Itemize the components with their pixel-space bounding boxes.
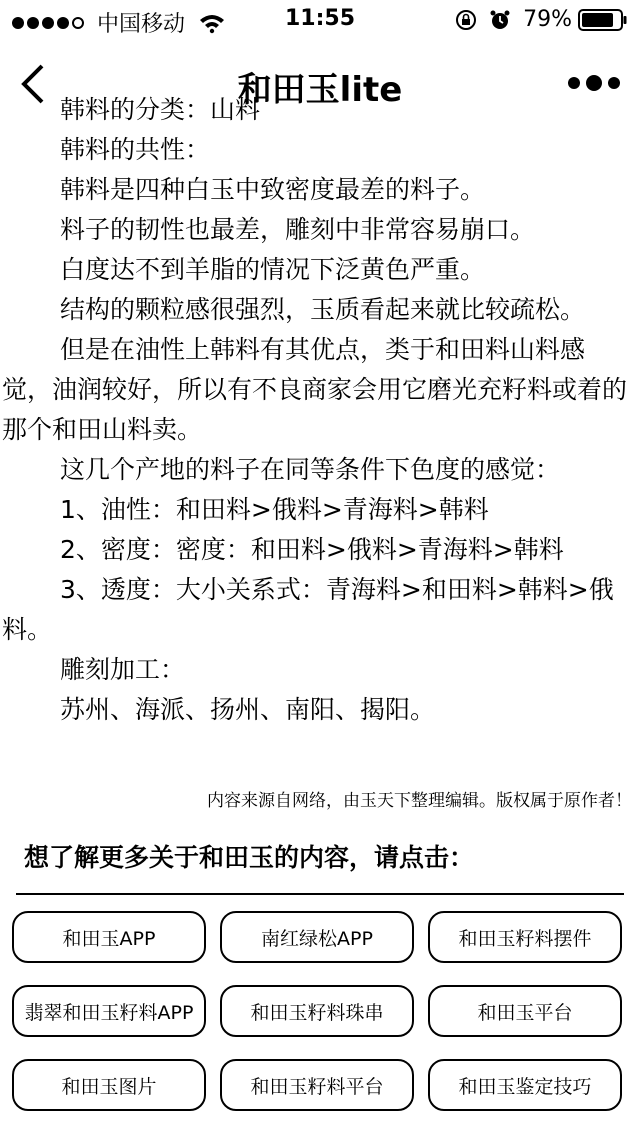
article-paragraph: 白度达不到羊脂的情况下泛黄色严重。	[60, 255, 486, 284]
article-paragraph: 但是在油性上韩料有其优点，类于和田料山料感觉，油润较好，所以有不良商家会用它磨光充籽料或着的那个和田山料卖。	[2, 335, 628, 444]
article-paragraph: 雕刻加工：	[60, 655, 186, 684]
rotation-lock-icon	[455, 9, 477, 31]
article-paragraph: 料子的韧性也最差，雕刻中非常容易崩口。	[60, 215, 536, 244]
link-button-nanhong-lvsong-app[interactable]: 南红绿松APP	[220, 911, 414, 963]
link-button-hetianyu-app[interactable]: 和田玉APP	[12, 911, 206, 963]
status-right	[455, 7, 628, 32]
link-button-seed-beads[interactable]: 和田玉籽料珠串	[220, 985, 414, 1037]
link-button-identification-tips[interactable]: 和田玉鉴定技巧	[428, 1059, 622, 1111]
clock: 11:55	[284, 6, 356, 31]
link-button-seed-platform[interactable]: 和田玉籽料平台	[220, 1059, 414, 1111]
article-paragraph: 苏州、海派、扬州、南阳、揭阳。	[60, 695, 436, 724]
article-paragraph: 结构的颗粒感很强烈，玉质看起来就比较疏松。	[60, 295, 586, 324]
article-paragraph: 韩料的共性：	[60, 135, 211, 164]
source-note: 内容来源自网络，由玉天下整理编辑。版权属于原作者！	[207, 791, 632, 811]
battery-icon	[578, 9, 628, 31]
alarm-icon	[489, 9, 511, 31]
article-paragraph: 3、透度：大小关系式：青海料>和田料>韩料>俄料。	[2, 575, 614, 644]
link-button-platform[interactable]: 和田玉平台	[428, 985, 622, 1037]
link-button-jade-seed-app[interactable]: 翡翠和田玉籽料APP	[12, 985, 206, 1037]
page-title: 和田玉lite	[237, 70, 403, 110]
status-bar	[0, 0, 640, 40]
article-paragraph: 韩料的分类：山料	[60, 95, 261, 124]
battery-percent: 79%	[523, 7, 572, 32]
article-content	[0, 95, 632, 832]
carrier-name: 中国移动	[97, 12, 186, 37]
related-links-heading: 想了解更多关于和田玉的内容，请点击：	[24, 843, 475, 872]
link-button-seed-ornaments[interactable]: 和田玉籽料摆件	[428, 911, 622, 963]
link-button-pictures[interactable]: 和田玉图片	[12, 1059, 206, 1111]
article-paragraph: 这几个产地的料子在同等条件下色度的感觉：	[60, 455, 561, 484]
article-paragraph: 1、油性：和田料>俄料>青海料>韩料	[60, 495, 489, 524]
article-paragraph: 2、密度：密度：和田料>俄料>青海料>韩料	[60, 535, 564, 564]
article-paragraph: 韩料是四种白玉中致密度最差的料子。	[60, 175, 486, 204]
divider	[16, 893, 624, 895]
